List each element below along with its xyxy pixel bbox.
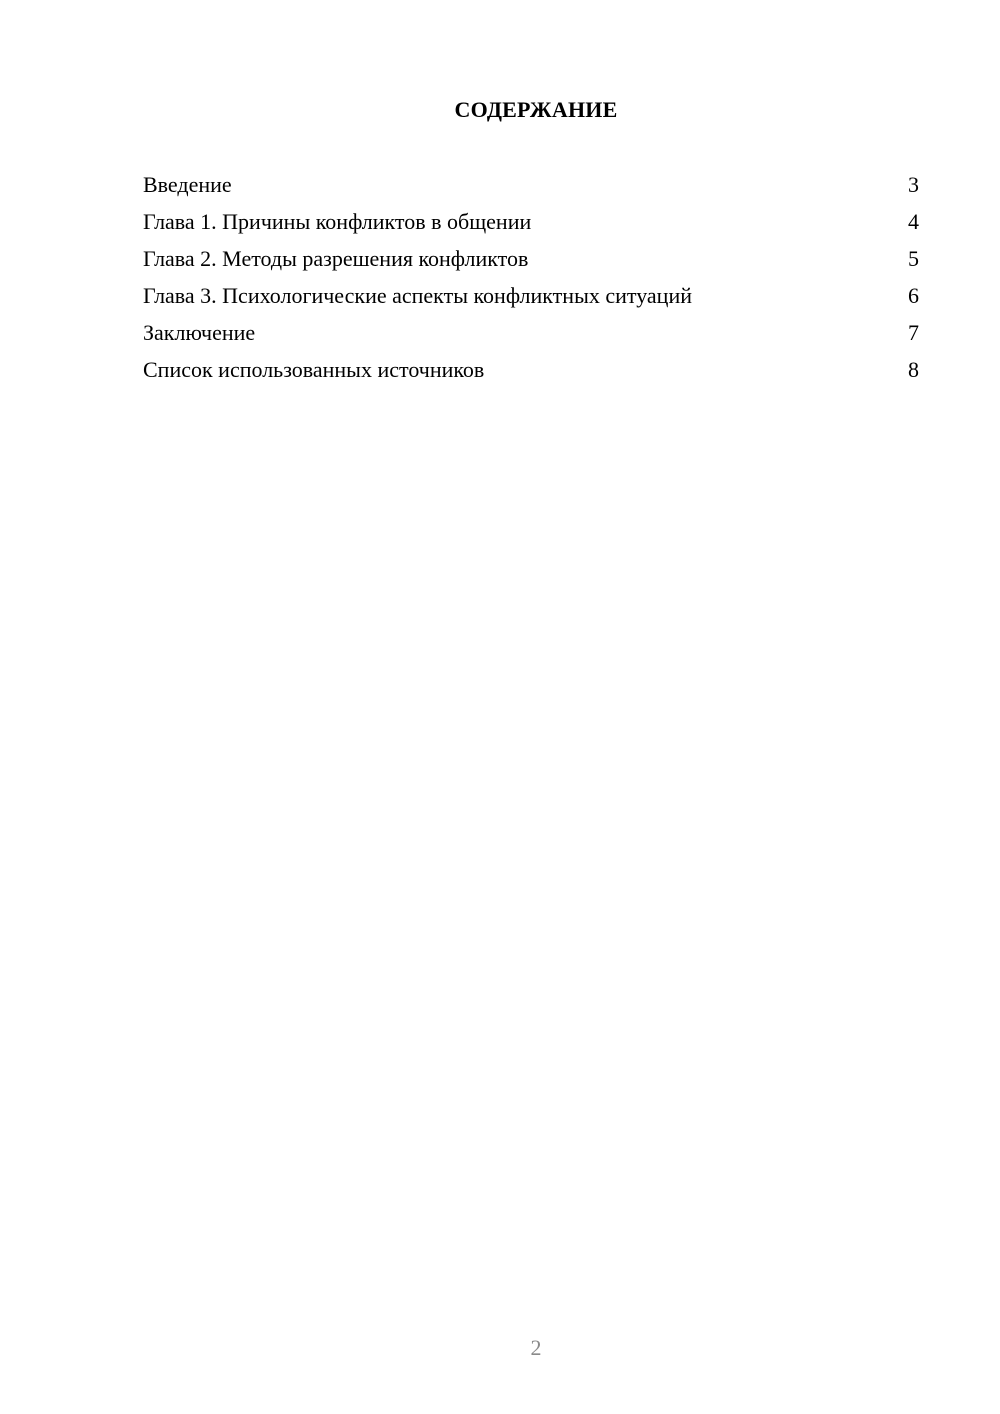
- toc-entry-label: Введение: [143, 172, 232, 197]
- page-number: 2: [530, 1335, 542, 1360]
- page-title: СОДЕРЖАНИЕ: [454, 97, 618, 122]
- toc-entry-chapter-1: [143, 207, 919, 244]
- toc-entry-label: Заключение: [143, 320, 256, 345]
- toc-entry-page-number: 7: [908, 320, 919, 345]
- toc-entry-label: Список использованных источников: [143, 357, 485, 382]
- toc-entry-label: Глава 3. Психологические аспекты конфликтных ситуаций: [143, 283, 693, 308]
- table-of-contents: [143, 170, 919, 392]
- toc-entry-references: [143, 355, 919, 392]
- toc-entry-label: Глава 1. Причины конфликтов в общении: [143, 209, 532, 234]
- toc-entry-page-number: 8: [908, 357, 919, 382]
- toc-entry-conclusion: [143, 318, 919, 355]
- toc-entry-page-number: 4: [908, 209, 919, 234]
- toc-entry-chapter-3: [143, 281, 919, 318]
- toc-entry-page-number: 6: [908, 283, 919, 308]
- toc-entry-introduction: [143, 170, 919, 207]
- toc-entry-label: Глава 2. Методы разрешения конфликтов: [143, 246, 529, 271]
- toc-entry-page-number: 3: [908, 172, 919, 197]
- toc-entry-page-number: 5: [908, 246, 919, 271]
- toc-entry-chapter-2: [143, 244, 919, 281]
